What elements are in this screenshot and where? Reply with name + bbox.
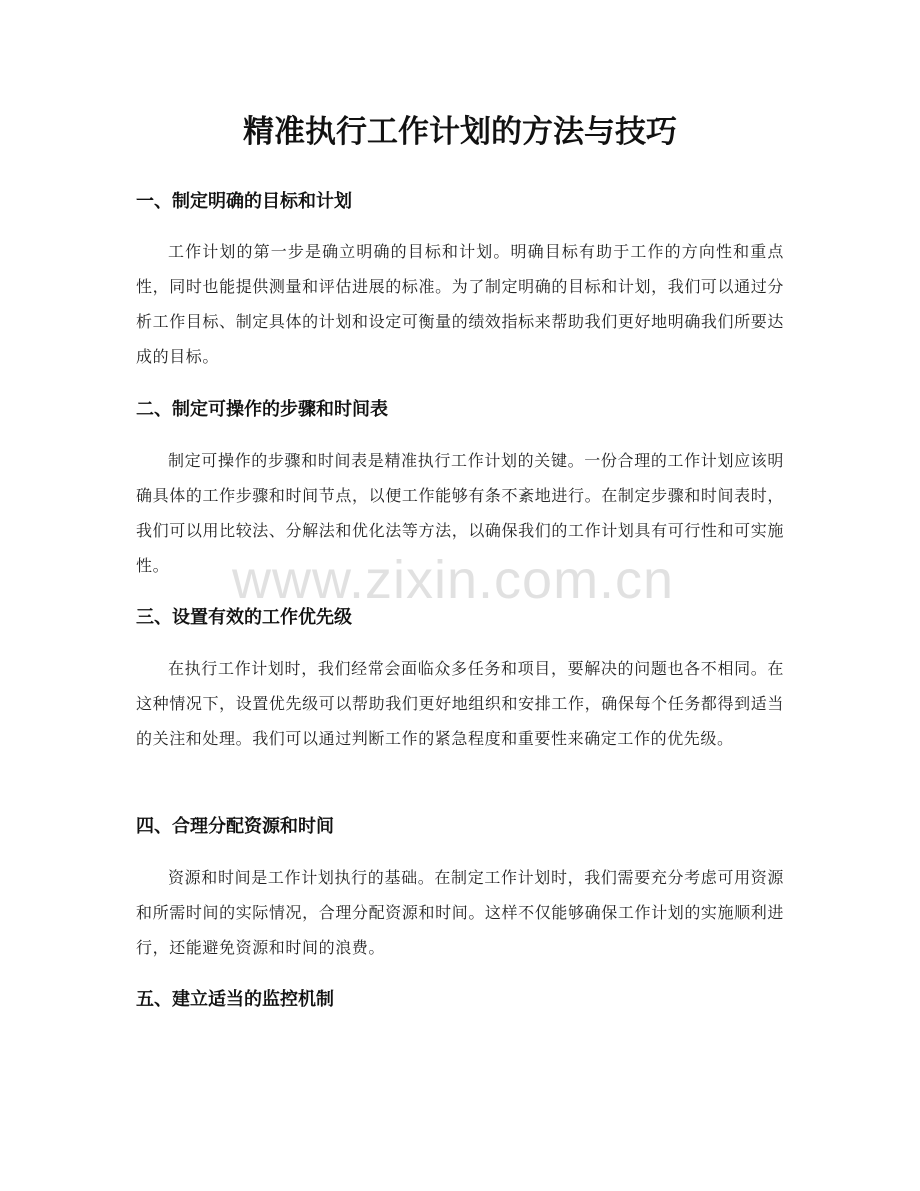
section-body-3: 在执行工作计划时，我们经常会面临众多任务和项目，要解决的问题也各不相同。在这种情况下，设置优先级可以帮助我们更好地组织和安排工作，确保每个任务都得到适当的关注和处理。我们可以通过判断工作的紧急程度和重要性来确定工作的优先级。	[136, 659, 784, 748]
section-heading-4: 四、合理分配资源和时间	[136, 816, 334, 837]
section-heading-2: 二、制定可操作的步骤和时间表	[136, 399, 388, 420]
document-title: 精准执行工作计划的方法与技巧	[243, 114, 677, 150]
section-heading-1: 一、制定明确的目标和计划	[136, 191, 352, 212]
section-body-2: 制定可操作的步骤和时间表是精准执行工作计划的关键。一份合理的工作计划应该明确具体的工作步骤和时间节点，以便工作能够有条不紊地进行。在制定步骤和时间表时，我们可以用比较法、分解法和优化法等方法，以确保我们的工作计划具有可行性和可实施性。	[136, 451, 784, 575]
section-body-4: 资源和时间是工作计划执行的基础。在制定工作计划时，我们需要充分考虑可用资源和所需时间的实际情况，合理分配资源和时间。这样不仅能够确保工作计划的实施顺利进行，还能避免资源和时间的浪费。	[136, 868, 784, 957]
section-body-1: 工作计划的第一步是确立明确的目标和计划。明确目标有助于工作的方向性和重点性，同时也能提供测量和评估进展的标准。为了制定明确的目标和计划，我们可以通过分析工作目标、制定具体的计划和设定可衡量的绩效指标来帮助我们更好地明确我们所要达成的目标。	[136, 242, 784, 366]
watermark: www.zixin.com.cn	[232, 550, 675, 610]
section-heading-5: 五、建立适当的监控机制	[136, 989, 334, 1010]
section-heading-3: 三、设置有效的工作优先级	[136, 607, 352, 628]
